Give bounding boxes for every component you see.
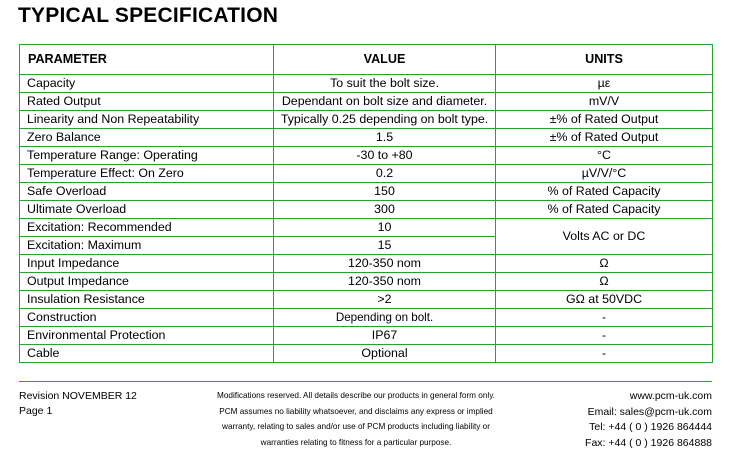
unit-cell: Ω <box>496 273 713 291</box>
unit-cell: mV/V <box>496 93 713 111</box>
value-cell: 150 <box>274 183 496 201</box>
value-cell: 300 <box>274 201 496 219</box>
param-cell: Temperature Effect: On Zero <box>20 165 274 183</box>
value-cell: Depending on bolt. <box>274 309 496 327</box>
disclaimer-line: PCM assumes no liability whatsoever, and disclaims any express or implied <box>219 406 493 416</box>
value-cell: Typically 0.25 depending on bolt type. <box>274 111 496 129</box>
page-title: TYPICAL SPECIFICATION <box>18 4 279 27</box>
unit-cell: % of Rated Capacity <box>496 201 713 219</box>
value-cell: 15 <box>274 237 496 255</box>
table-row <box>20 273 713 291</box>
unit-cell: µV/V/°C <box>496 165 713 183</box>
unit-cell: µε <box>496 75 713 93</box>
fax: Fax: +44 ( 0 ) 1926 864888 <box>585 436 712 449</box>
param-cell: Capacity <box>20 75 274 93</box>
param-cell: Excitation: Maximum <box>20 237 274 255</box>
unit-cell: °C <box>496 147 713 165</box>
unit-cell: ±% of Rated Output <box>496 111 713 129</box>
value-cell: 120-350 nom <box>274 255 496 273</box>
param-cell: Safe Overload <box>20 183 274 201</box>
disclaimer-line: Modifications reserved. All details describe our products in general form only. <box>217 391 495 400</box>
param-cell: Cable <box>20 345 274 363</box>
header-parameter: PARAMETER <box>20 45 274 75</box>
value-cell: 1.5 <box>274 129 496 147</box>
specification-table <box>19 44 713 363</box>
value-cell: -30 to +80 <box>274 147 496 165</box>
table-row <box>20 255 713 273</box>
unit-cell: - <box>496 327 713 345</box>
param-cell: Output Impedance <box>20 273 274 291</box>
email-link[interactable]: Email: sales@pcm-uk.com <box>587 405 712 418</box>
param-cell: Linearity and Non Repeatability <box>20 111 274 129</box>
param-cell: Construction <box>20 309 274 327</box>
unit-cell: GΩ at 50VDC <box>496 291 713 309</box>
telephone: Tel: +44 ( 0 ) 1926 864444 <box>589 421 712 433</box>
table-row <box>20 75 713 93</box>
unit-cell: % of Rated Capacity <box>496 183 713 201</box>
value-cell: >2 <box>274 291 496 309</box>
param-cell: Environmental Protection <box>20 327 274 345</box>
table-row <box>20 129 713 147</box>
param-cell: Ultimate Overload <box>20 201 274 219</box>
table-row <box>20 291 713 309</box>
table-row <box>20 111 713 129</box>
table-row <box>20 201 713 219</box>
table-row <box>20 219 713 237</box>
table-row <box>20 147 713 165</box>
table-row <box>20 183 713 201</box>
unit-cell: - <box>496 345 713 363</box>
param-cell: Input Impedance <box>20 255 274 273</box>
footer-contact <box>585 389 712 451</box>
page-number: Page 1 <box>19 405 53 417</box>
param-cell: Zero Balance <box>20 129 274 147</box>
header-value: VALUE <box>274 45 496 75</box>
unit-cell: - <box>496 309 713 327</box>
table-row <box>20 309 713 327</box>
value-cell: 120-350 nom <box>274 273 496 291</box>
footer-left <box>19 389 137 419</box>
header-units: UNITS <box>496 45 713 75</box>
disclaimer-line: warranties relating to fitness for a particular purpose. <box>260 437 452 447</box>
unit-cell: Volts AC or DC <box>496 219 713 255</box>
value-cell: Optional <box>274 345 496 363</box>
value-cell: 10 <box>274 219 496 237</box>
revision-label: Revision NOVEMBER 12 <box>19 390 137 402</box>
table-row <box>20 93 713 111</box>
unit-cell: ±% of Rated Output <box>496 129 713 147</box>
value-cell: Dependant on bolt size and diameter. <box>274 93 496 111</box>
param-cell: Temperature Range: Operating <box>20 147 274 165</box>
table-header-row <box>20 45 713 75</box>
footer-divider <box>19 381 712 382</box>
footer-disclaimer <box>197 388 515 450</box>
param-cell: Insulation Resistance <box>20 291 274 309</box>
value-cell: 0.2 <box>274 165 496 183</box>
value-cell: IP67 <box>274 327 496 345</box>
param-cell: Excitation: Recommended <box>20 219 274 237</box>
table-row <box>20 345 713 363</box>
table-row <box>20 165 713 183</box>
website-link[interactable]: www.pcm-uk.com <box>629 390 712 402</box>
table-row <box>20 327 713 345</box>
disclaimer-line: warranty, relating to sales and/or use of PCM products including liability or <box>222 422 490 431</box>
param-cell: Rated Output <box>20 93 274 111</box>
value-cell: To suit the bolt size. <box>274 75 496 93</box>
unit-cell: Ω <box>496 255 713 273</box>
